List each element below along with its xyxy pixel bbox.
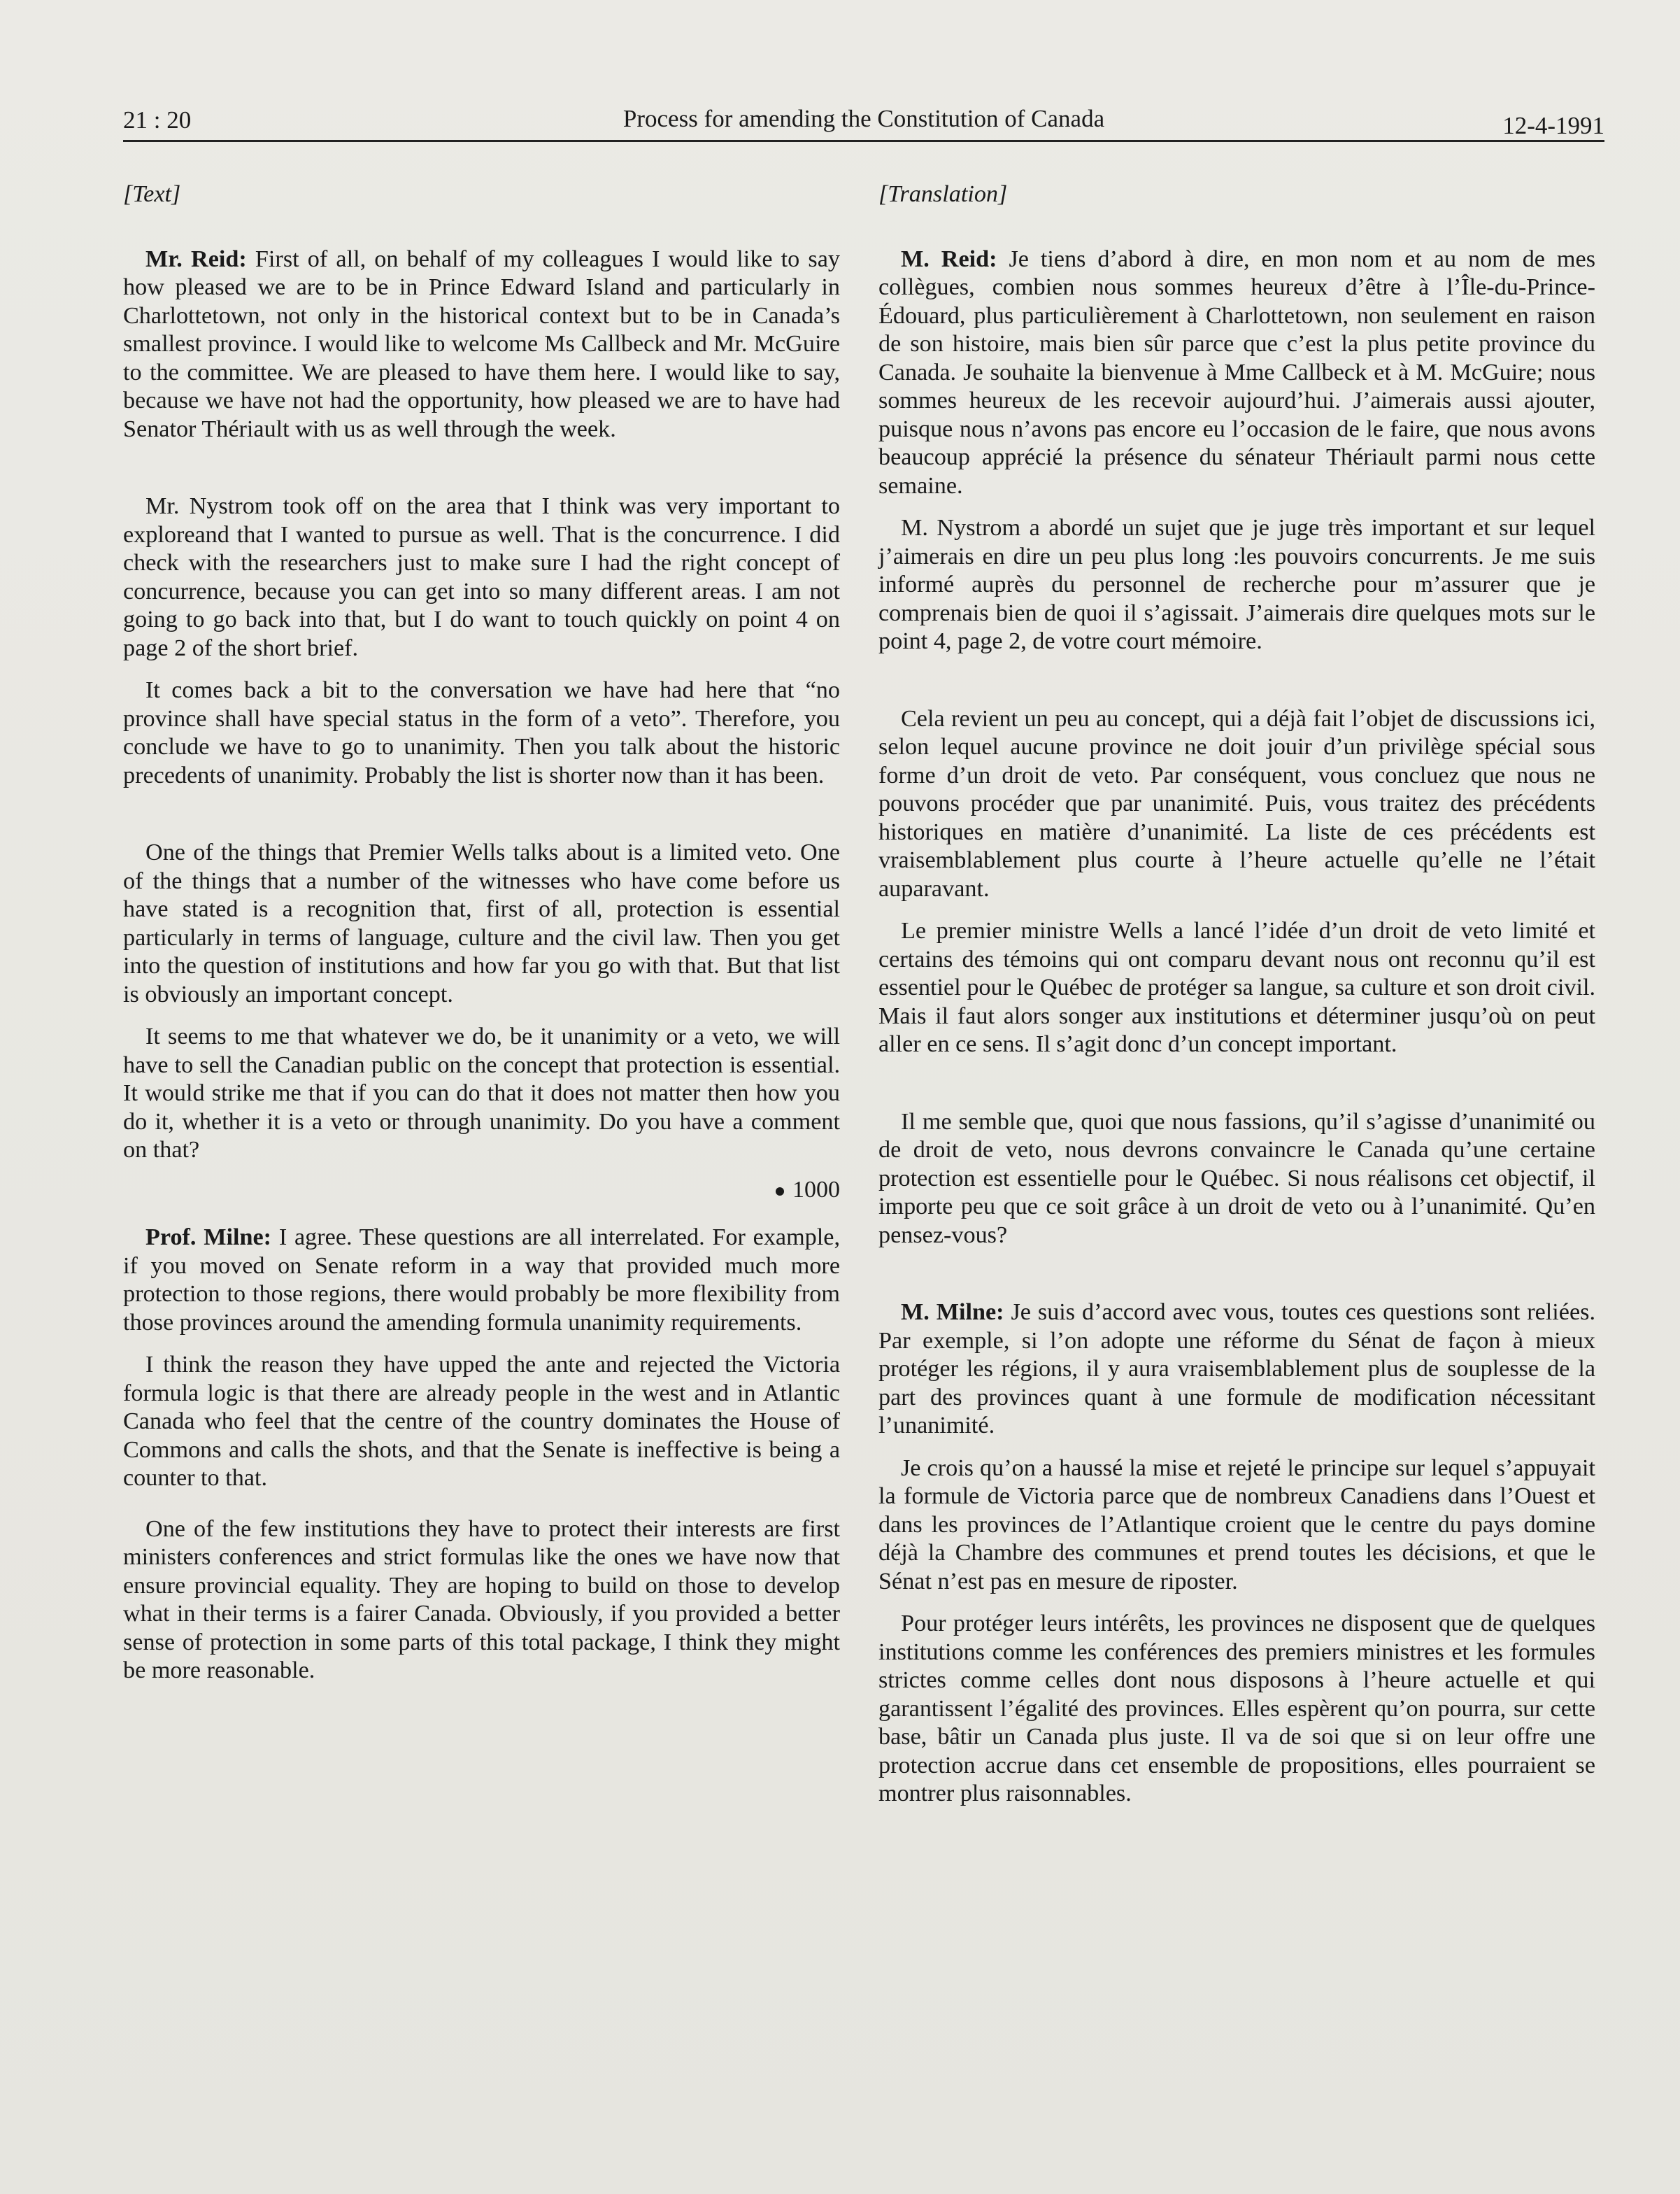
paragraph-text: Je suis d’accord avec vous, toutes ces questions sont reliées. Par exemple, si l’on adopte une réforme du Sénat de façon à mieux protéger les régions, il y aura vraisemblablement plus de souplesse de la part des provinces quant à une formule de modification nécessitant l’unanimité. (878, 1299, 1595, 1438)
paragraph: Mr. Nystrom took off on the area that I think was very important to exploreand that I wanted to pursue as well. That is the concurrence. I did check with the researchers just to make sure I had the right concept of concurrence, because you can get into so many different areas. I am not going to go back into that, but I do want to touch quickly on point 4 on page 2 of the short brief. (123, 493, 840, 661)
paragraph-text: First of all, on behalf of my colleagues I would like to say how pleased we are to be in Prince Edward Island and particularly in Charlottetown, not only in the historical context but to be in Canada’s smallest province. I would like to welcome Ms Callbeck and Mr. McGuire to the committee. We are pleased to have them here. I would like to say, because we have not had the opportunity, how pleased we are to have had Senator Thériault with us as well through the week. (123, 246, 840, 442)
paragraph: Il me semble que, quoi que nous fassions, qu’il s’agisse d’unanimité ou de droit de veto, nous devrons convaincre le Canada qu’une certaine protection est essentielle pour le Québec. Si nous réalisons cet objectif, il importe peu que ce soit grâce à un droit de veto ou à l’unanimité. Qu’en pensez-vous? (878, 1108, 1595, 1248)
paragraph-text: Je tiens d’abord à dire, en mon nom et au nom de mes collègues, combien nous sommes heureux d’être à l’Île-du-Prince-Édouard, plus particulièrement à Charlottetown, non seulement en raison de son histoire, mais bien sûr parce que c’est la plus petite province du Canada. Je souhaite la bienvenue à Mme Callbeck et à M. McGuire; nous sommes heureux de les recevoir aujourd’hui. J’aimerais aussi ajouter, puisque nous n’avons pas encore eu l’occasion de le faire, que nous avons beaucoup apprécié la présence du sénateur Thériault parmi nous cette semaine. (878, 246, 1596, 499)
paragraph: I think the reason they have upped the ante and rejected the Victoria formula logic is that there are already people in the west and in Atlantic Canada who feel that the centre of the country dominates the House of Commons and calls the shots, and that the Senate is ineffective is being a counter to that. (123, 1352, 840, 1491)
bullet-icon (776, 1187, 784, 1196)
paragraph (878, 1298, 1595, 1441)
speaker-name: M. Milne: (901, 1299, 1004, 1325)
paragraph: Je crois qu’on a haussé la mise et rejeté le principe sur lequel s’appuyait la formule de Victoria parce que de nombreux Canadiens dans l’Ouest et dans les provinces de l’Atlantique croient que le centre du pays domine déjà la Chambre des communes et prend toutes les décisions, et que le Sénat n’est pas en mesure de riposter. (878, 1455, 1595, 1594)
translation-label: [Translation] (878, 181, 1008, 207)
paragraph: Cela revient un peu au concept, qui a déjà fait l’objet de discussions ici, selon lequel aucune province ne doit jouir d’un privilège spécial sous forme d’un droit de veto. Par conséquent, vous concluez que nous ne pouvons procéder que par unanimité. Puis, vous traitez des précédents historiques en matière d’unanimité. La liste de ces précédents est vraisemblablement plus courte à l’heure actuelle qu’elle ne l’était auparavant. (878, 705, 1595, 902)
running-title: Process for amending the Constitution of Canada (622, 105, 1105, 132)
paragraph: Pour protéger leurs intérêts, les provinces ne disposent que de quelques institutions comme les conférences des premiers ministres et les formules strictes comme celles dont nous disposons à l’heure actuelle et qui garantissent l’égalité des provinces. Elles espèrent qu’on pourra, sur cette base, bâtir un Canada plus juste. Il va de soi que si on leur offre une protection accrue dans cet ensemble de propositions, elles pourraient se montrer plus raisonnables. (878, 1611, 1595, 1806)
english-column (123, 181, 840, 1685)
paragraph-text: I agree. These questions are all interrelated. For example, if you moved on Senate reform in a way that provided much more protection to those regions, there would probably be more flexibility from those provinces around the amending formula unanimity requirements. (123, 1224, 840, 1336)
paragraph: One of the few institutions they have to protect their interests are first ministers conferences and strict formulas like the ones we have now that ensure provincial equality. They are hoping to build on those to develop what in their terms is a fairer Canada. Obviously, if you provided a better sense of protection in some parts of this total package, I think they might be more reasonable. (123, 1515, 840, 1683)
paragraph (878, 246, 1595, 501)
paragraph: M. Nystrom a abordé un sujet que je juge très important et sur lequel j’aimerais en dire un peu plus long :les pouvoirs concurrents. Je me suis informé auprès du personnel de recherche pour m’assurer que je comprenais bien de quoi il s’agissait. J’aimerais dire quelques mots sur le point 4, page 2, de votre court mémoire. (878, 515, 1595, 654)
header-date: 12-4-1991 (1502, 112, 1604, 139)
time-marker (123, 1176, 840, 1205)
paragraph: It seems to me that whatever we do, be it unanimity or a veto, we will have to sell the Canadian public on the concept that protection is essential. It would strike me that if you can do that it does not matter then how you do it, whether it is a veto or through unanimity. Do you have a comment on that? (123, 1024, 840, 1163)
page-header (123, 102, 1604, 142)
paragraph: One of the things that Premier Wells talks about is a limited veto. One of the things that a number of the witnesses who have come before us have stated is a recognition that, first of all, protection is essential particularly in terms of language, culture and the civil law. Then you get into the question of institutions and how far you go with that. But that list is obviously an important concept. (123, 840, 840, 1007)
speaker-name: Mr. Reid: (145, 246, 247, 272)
speaker-name: M. Reid: (901, 246, 997, 272)
page-reference: 21 : 20 (123, 106, 192, 134)
text-label: [Text] (123, 181, 181, 207)
paragraph: It comes back a bit to the conversation we have had here that “no province shall have special status in the form of a veto”. Therefore, you conclude we have to go to unanimity. Then you talk about the historic precedents of unanimity. Probably the list is shorter now than it has been. (123, 677, 840, 788)
paragraph (123, 1224, 840, 1337)
paragraph: Le premier ministre Wells a lancé l’idée d’un droit de veto limité et certains des témoins qui ont comparu devant nous ont reconnu qu’il est essentiel pour le Québec de protéger sa langue, sa culture et son droit civil. Mais il faut alors songer aux institutions et déterminer jusqu’où on peut aller en ce sens. Il s’agit donc d’un concept important. (878, 918, 1595, 1057)
speaker-name: Prof. Milne: (145, 1224, 272, 1250)
paragraph (123, 246, 840, 444)
french-column (878, 181, 1595, 1809)
time-marker-value: 1000 (792, 1176, 840, 1203)
